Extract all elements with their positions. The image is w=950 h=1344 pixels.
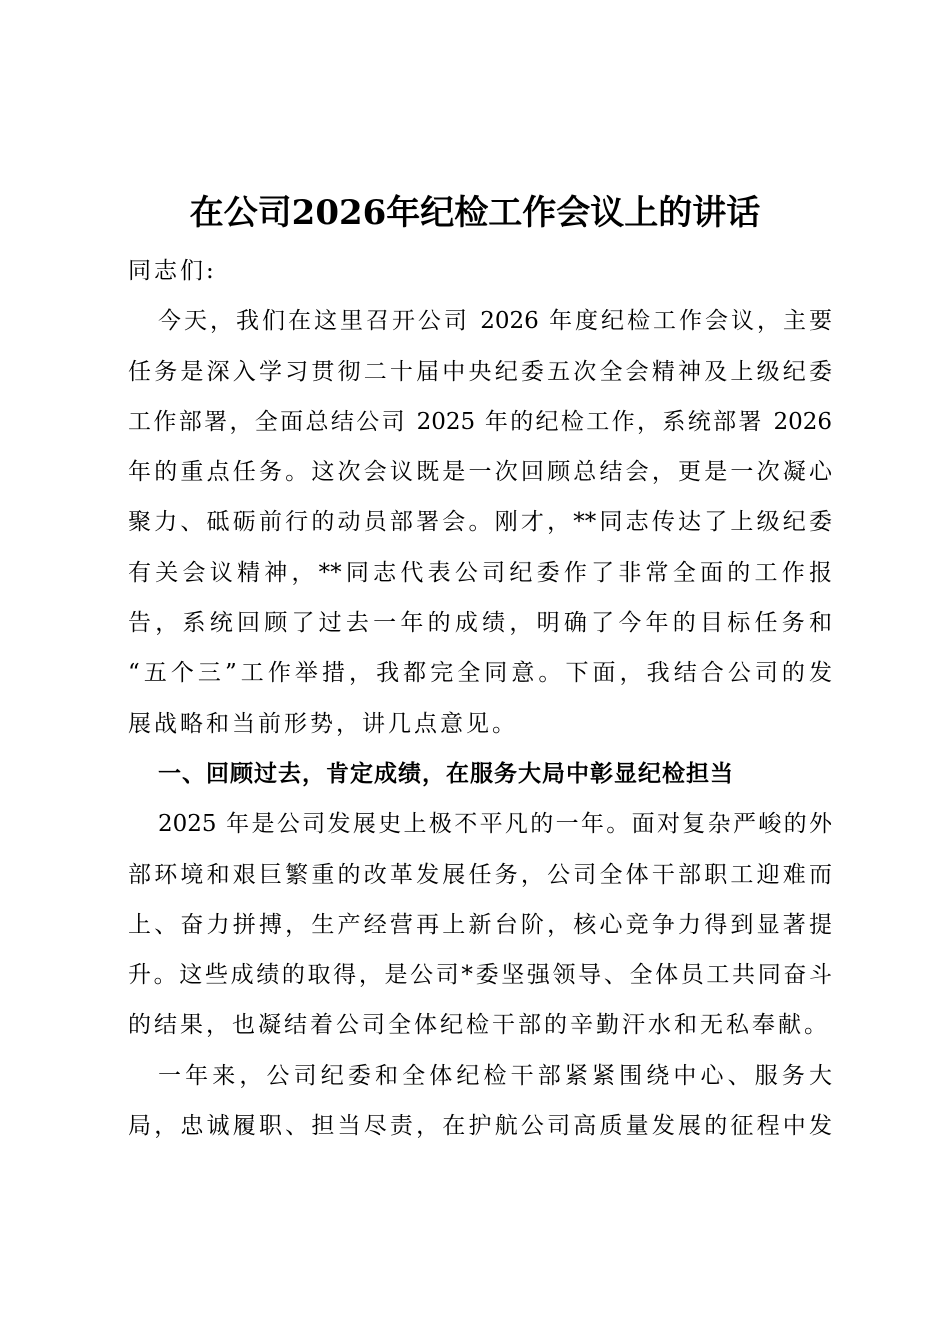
text-line: 升。这些成绩的取得，是公司*委坚强领导、全体员工共同奋斗 (128, 962, 832, 989)
text-line: 部环境和艰巨繁重的改革发展任务，公司全体干部职工迎难而 (128, 861, 832, 888)
paragraph (128, 799, 832, 1050)
text-line: 今天，我们在这里召开公司 2026 年度纪检工作会议，主要 (158, 308, 832, 335)
document-title: 在公司2026年纪检工作会议上的讲话 (189, 192, 761, 233)
text-line: 任务是深入学习贯彻二十届中央纪委五次全会精神及上级纪委 (128, 358, 832, 385)
text-line: 局，忠诚履职、担当尽责，在护航公司高质量发展的征程中发 (128, 1113, 832, 1140)
text-line: 告，系统回顾了过去一年的成绩，明确了今年的目标任务和 (128, 610, 832, 637)
salutation (128, 246, 832, 296)
text-line: 年的重点任务。这次会议既是一次回顾总结会，更是一次凝心 (128, 459, 832, 486)
text-line: 展战略和当前形势，讲几点意见。 (128, 710, 518, 737)
document-body (128, 246, 832, 1151)
text-line: 工作部署，全面总结公司 2025 年的纪检工作，系统部署 2026 (128, 408, 832, 435)
section-heading (128, 749, 832, 799)
text-line: 上、奋力拼搏，生产经营再上新台阶，核心竞争力得到显著提 (128, 911, 832, 938)
text-line: 一年来，公司纪委和全体纪检干部紧紧围绕中心、服务大 (158, 1062, 832, 1089)
paragraph (128, 1051, 832, 1152)
paragraph (128, 296, 832, 749)
text-line: 2025 年是公司发展史上极不平凡的一年。面对复杂严峻的外 (158, 811, 832, 838)
text-line: 有关会议精神，**同志代表公司纪委作了非常全面的工作报 (128, 559, 832, 586)
text-line: 一、回顾过去，肯定成绩，在服务大局中彰显纪检担当 (158, 760, 734, 787)
text-line: 同志们: (128, 258, 217, 284)
text-line: 的结果，也凝结着公司全体纪检干部的辛勤汗水和无私奉献。 (128, 1012, 830, 1039)
text-line: “五个三”工作举措，我都完全同意。下面，我结合公司的发 (128, 660, 832, 687)
text-line: 聚力、砥砺前行的动员部署会。刚才，**同志传达了上级纪委 (128, 509, 832, 536)
